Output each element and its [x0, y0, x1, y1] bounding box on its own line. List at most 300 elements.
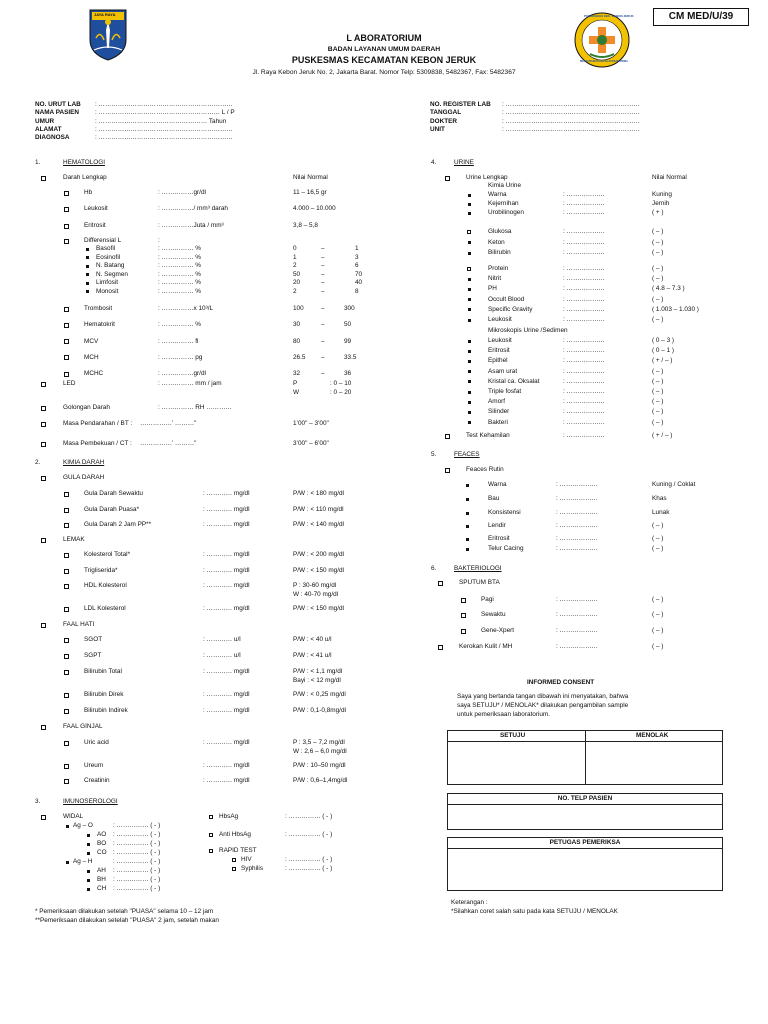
- patient-field-input[interactable]: : ………………………………………………………: [95, 101, 233, 108]
- kimia-item-checkbox[interactable]: [64, 693, 69, 698]
- bullet-icon: [468, 288, 471, 291]
- diff-normal-high: 1: [355, 245, 359, 252]
- feaces-item-value[interactable]: : ………………: [556, 509, 598, 516]
- diff-normal-dash: –: [321, 245, 325, 252]
- led-value[interactable]: : …………… mm / jam: [158, 380, 222, 387]
- kimia-item-checkbox[interactable]: [64, 709, 69, 714]
- section-number: 5.: [431, 451, 437, 458]
- kimia-item-label: Gula Darah Puasa*: [84, 506, 140, 513]
- petugas-sign-area[interactable]: [450, 850, 720, 889]
- kimia-item-value[interactable]: : ………… mg/dl: [203, 739, 250, 746]
- kimia-item-value[interactable]: : ………… mg/dl: [203, 777, 250, 784]
- kimia-item-value[interactable]: : ………… mg/dl: [203, 567, 250, 574]
- normal-header: Nilai Normal: [293, 174, 328, 181]
- urine-item-label: Silinder: [488, 408, 510, 416]
- feaces-item-value[interactable]: : ………………: [556, 495, 598, 502]
- patient-field-input[interactable]: : ………………………………………………………: [502, 109, 640, 117]
- urine-item-value[interactable]: : ………………: [563, 238, 605, 246]
- kimia-item-normal: P/W : < 1,1 mg/dl: [293, 668, 343, 675]
- hiv-value[interactable]: : …………… ( - ): [285, 856, 333, 863]
- bullet-icon: [468, 340, 471, 343]
- urine-item-normal: ( – ): [652, 228, 664, 235]
- darah-lengkap-label: Darah Lengkap: [63, 174, 107, 181]
- telp-box: [447, 793, 723, 830]
- diff-normal-low: 20: [293, 279, 301, 286]
- keterangan-text: *Silahkan coret salah satu pada kata SETUJU / MENOLAK: [451, 908, 618, 915]
- urine-item-value[interactable]: : ………………: [563, 357, 605, 365]
- hema-normal-high: 33.5: [344, 353, 357, 361]
- hbsag-value[interactable]: : …………… ( - ): [285, 813, 333, 820]
- kimia-item-value[interactable]: : ………… mg/dl: [203, 551, 250, 558]
- urine-item-value[interactable]: : ………………: [563, 200, 605, 208]
- urine-item-value[interactable]: : ………………: [563, 367, 605, 375]
- urine-item-value[interactable]: : ………………: [563, 377, 605, 385]
- hema-other-checkbox[interactable]: [64, 372, 69, 377]
- urine-item-normal: ( 0 – 3 ): [652, 337, 675, 344]
- kimia-item-value[interactable]: : ………… mg/dl: [203, 668, 250, 675]
- urine-item-normal: ( + / – ): [652, 357, 673, 365]
- kimia-item-value[interactable]: : ………… u/l: [203, 636, 241, 643]
- kimia-item-label: HDL Kolesterol: [84, 582, 127, 589]
- kimia-item-label: Gula Darah Sewaktu: [84, 490, 143, 497]
- consent-line-1: Saya yang bertanda tangan dibawah ini menyatakan, bahwa: [457, 693, 629, 700]
- ag-h-label: Ag – H: [73, 858, 93, 865]
- ag-o-item-label: AO: [97, 831, 107, 838]
- hati-group-checkbox[interactable]: [41, 623, 46, 628]
- golongan-label: Golongan Darah: [63, 404, 110, 411]
- ag-h-item-label: CH: [97, 885, 107, 892]
- kimia-item-label: Ureum: [84, 762, 104, 769]
- syphilis-value[interactable]: : …………… ( - ): [285, 865, 333, 872]
- syphilis-checkbox[interactable]: [232, 867, 236, 871]
- feaces-item-value[interactable]: : ………………: [556, 481, 598, 488]
- section-title-bakteriologi: BAKTERIOLOGI: [454, 565, 502, 572]
- ag-h-item-value[interactable]: : …………… ( - ): [113, 885, 161, 892]
- hema-other-checkbox[interactable]: [64, 323, 69, 328]
- leukosit-label: Leukosit: [84, 205, 108, 212]
- diff-item-value[interactable]: : …………… %: [158, 287, 201, 295]
- kerokan-value[interactable]: : ………………: [556, 643, 598, 650]
- kimia-item-value[interactable]: : ………… mg/dl: [203, 521, 250, 528]
- sputum-bta-label: SPUTUM BTA: [459, 579, 500, 586]
- urine-item-checkbox[interactable]: [467, 230, 471, 234]
- urine-item-normal: ( – ): [652, 418, 664, 426]
- kimia-item-checkbox[interactable]: [64, 508, 69, 513]
- darah-lengkap-checkbox[interactable]: [41, 176, 46, 181]
- urine-item-normal: Jernih: [652, 200, 670, 208]
- urine-item-normal: ( 4.8 – 7.3 ): [652, 285, 685, 293]
- bullet-icon: [468, 360, 471, 363]
- urine-item-label: Eritrosit: [488, 347, 510, 355]
- pendarahan-checkbox[interactable]: [41, 422, 46, 427]
- kimia-item-value[interactable]: : ………… mg/dl: [203, 490, 250, 497]
- patient-field-input[interactable]: : ………………………………………………… L / P: [95, 109, 235, 117]
- hb-value[interactable]: : ……………gr/dl: [158, 189, 206, 196]
- hema-other-label: Hematokrit: [84, 321, 115, 329]
- leukosit-checkbox[interactable]: [64, 207, 69, 212]
- diff-item-label: N. Segmen: [96, 270, 128, 278]
- urine-item-normal: ( – ): [652, 265, 664, 272]
- bullet-icon: [66, 861, 69, 864]
- urine-item-normal: ( – ): [652, 238, 664, 246]
- rapid-test-label: RAPID TEST: [219, 847, 257, 854]
- urine-item-label: Occult Blood: [488, 295, 525, 303]
- sputum-item-value[interactable]: : ………………: [556, 596, 598, 603]
- urine-lengkap-label: Urine Lengkap: [466, 174, 508, 181]
- sputum-item-normal: ( – ): [652, 627, 664, 634]
- urine-item-checkbox[interactable]: [467, 267, 471, 271]
- patient-field-label: DIAGNOSA: [35, 134, 70, 142]
- diff-item-value[interactable]: : …………… %: [158, 253, 201, 261]
- leukosit-value[interactable]: : ……………/ mm³ darah: [158, 205, 228, 212]
- urine-item-value[interactable]: : ………………: [563, 398, 605, 406]
- bullet-icon: [468, 252, 471, 255]
- hema-other-value[interactable]: : ……………x 10³/L: [158, 305, 214, 312]
- kimia-item-normal: P/W : < 140 mg/dl: [293, 521, 344, 528]
- kimia-item-normal: P/W : < 150 mg/dl: [293, 567, 344, 574]
- kimia-item-label: Gula Darah 2 Jam PP**: [84, 521, 152, 528]
- pembekuan-normal: 3’00" – 6’00": [293, 440, 329, 447]
- kimia-item-checkbox[interactable]: [64, 779, 69, 784]
- urine-item-normal: ( – ): [652, 408, 664, 416]
- hiv-checkbox[interactable]: [232, 858, 236, 862]
- hema-normal-low: 100: [293, 305, 304, 312]
- kimia-item-normal-2: Bayi : < 12 mg/dl: [293, 677, 341, 684]
- urine-lengkap-checkbox[interactable]: [445, 176, 450, 181]
- ag-o-value[interactable]: : …………… ( - ): [113, 822, 161, 829]
- sputum-item-label: Pagi: [481, 596, 494, 603]
- bullet-icon: [86, 248, 89, 251]
- bullet-icon: [86, 290, 89, 293]
- patient-field-input[interactable]: : ………………………………………………………: [502, 117, 640, 125]
- kimia-item-checkbox[interactable]: [64, 607, 69, 612]
- kimia-item-checkbox[interactable]: [64, 523, 69, 528]
- kimia-item-value[interactable]: : ………… mg/dl: [203, 605, 250, 612]
- bullet-icon: [87, 879, 90, 882]
- consent-title: INFORMED CONSENT: [527, 679, 595, 686]
- bullet-icon: [466, 525, 469, 528]
- kimia-item-value[interactable]: : ………… u/l: [203, 652, 241, 659]
- kimia-item-checkbox[interactable]: [64, 584, 69, 589]
- hema-other-label: MCHC: [84, 370, 104, 378]
- kimia-item-normal: P/W : < 200 mg/dl: [293, 551, 344, 558]
- urine-item-value[interactable]: : ………………: [563, 209, 605, 217]
- widal-checkbox[interactable]: [41, 815, 46, 820]
- urine-item-value[interactable]: : ………………: [563, 347, 605, 355]
- kimia-item-value[interactable]: : ………… mg/dl: [203, 582, 250, 589]
- urine-item-label: Specific Gravity: [488, 305, 533, 313]
- bullet-icon: [468, 380, 471, 383]
- setuju-sign-area[interactable]: [450, 743, 582, 783]
- kimia-item-checkbox[interactable]: [64, 492, 69, 497]
- telp-field[interactable]: [450, 806, 720, 828]
- kimia-item-value[interactable]: : ………… mg/dl: [203, 506, 250, 513]
- diff-normal-low: 0: [293, 245, 297, 252]
- widal-label: WIDAL: [63, 813, 84, 820]
- consent-divider: [585, 731, 586, 784]
- urine-item-value[interactable]: : ………………: [563, 305, 605, 313]
- kehamilan-normal: ( + / – ): [652, 432, 673, 439]
- syphilis-label: Syphilis: [241, 865, 264, 872]
- sputum-item-value[interactable]: : ………………: [556, 611, 598, 618]
- hema-other-value[interactable]: : ……………gr/dl: [158, 370, 206, 378]
- hema-other-checkbox[interactable]: [64, 355, 69, 360]
- hema-normal-low: 32: [293, 370, 301, 378]
- consent-sign-box: [447, 730, 723, 785]
- sputum-bta-checkbox[interactable]: [438, 581, 443, 586]
- kimia-item-normal: P/W : < 110 mg/dl: [293, 506, 344, 513]
- urine-item-normal: ( – ): [652, 388, 664, 395]
- menolak-label: MENOLAK: [636, 732, 669, 739]
- kimia-item-label: SGPT: [84, 652, 102, 659]
- bullet-icon: [466, 538, 469, 541]
- section-number: 6.: [431, 565, 437, 572]
- diff-normal-dash: –: [321, 270, 325, 278]
- kimia-item-label: Bilirubin Indirek: [84, 707, 128, 714]
- led-label: LED: [63, 380, 76, 387]
- differensial-colon: :: [158, 237, 160, 244]
- bullet-icon: [468, 350, 471, 353]
- bullet-icon: [468, 241, 471, 244]
- ag-o-item-label: CO: [97, 849, 107, 856]
- patient-field-input[interactable]: : ………………………………………………………: [95, 134, 233, 142]
- feaces-item-label: Warna: [488, 481, 507, 488]
- differensial-checkbox[interactable]: [64, 239, 69, 244]
- section-title-imuno: IMUNOSEROLOGI: [63, 798, 118, 805]
- feaces-item-normal: Lunak: [652, 509, 670, 516]
- kimia-item-checkbox[interactable]: [64, 638, 69, 643]
- feaces-item-value[interactable]: : ………………: [556, 535, 598, 542]
- kimia-item-label: Bilirubin Direk: [84, 691, 124, 698]
- lab-title: L ABORATORIUM: [346, 33, 422, 43]
- diff-item-value[interactable]: : …………… %: [158, 279, 201, 286]
- rapid-test-checkbox[interactable]: [209, 849, 213, 853]
- urine-item-label: Leukosit: [488, 316, 512, 323]
- feaces-item-normal: Khas: [652, 495, 667, 502]
- sputum-item-value[interactable]: : ………………: [556, 627, 598, 634]
- sputum-item-checkbox[interactable]: [461, 598, 466, 603]
- lemak-group-checkbox[interactable]: [41, 538, 46, 543]
- ag-h-value[interactable]: : …………… ( - ): [113, 858, 161, 865]
- urine-item-label: Bilirubin: [488, 249, 511, 256]
- urine-item-value[interactable]: : ………………: [563, 418, 605, 426]
- diff-normal-dash: –: [321, 287, 325, 295]
- patient-field-label: NAMA PASIEN: [35, 109, 80, 117]
- urine-item-value[interactable]: : ………………: [563, 337, 605, 344]
- urine-item-label: Glukosa: [488, 228, 512, 235]
- ginjal-group-title: FAAL GINJAL: [63, 723, 103, 730]
- pendarahan-value[interactable]: ……………’ ………": [140, 420, 197, 427]
- golongan-checkbox[interactable]: [41, 406, 46, 411]
- led-checkbox[interactable]: [41, 382, 46, 387]
- urine-item-value[interactable]: : ………………: [563, 316, 605, 323]
- diff-normal-high: 6: [355, 262, 359, 269]
- ag-h-item-label: AH: [97, 867, 106, 874]
- footnote-2: **Pemeriksaan dilakukan setelah "PUASA" 2 jam, setelah makan: [35, 917, 219, 924]
- urine-item-value[interactable]: : ………………: [563, 408, 605, 416]
- hema-normal-low: 30: [293, 321, 301, 329]
- petugas-label: PETUGAS PEMERIKSA: [448, 838, 722, 849]
- diff-normal-low: 50: [293, 270, 301, 278]
- urine-item-normal: ( – ): [652, 275, 664, 283]
- lab-org: PUSKESMAS KECAMATAN KEBON JERUK: [291, 55, 477, 65]
- feaces-item-value[interactable]: : ………………: [556, 545, 598, 552]
- ag-o-item-value[interactable]: : …………… ( - ): [113, 840, 161, 847]
- patient-field-label: ALAMAT: [35, 125, 62, 133]
- bullet-icon: [468, 194, 471, 197]
- urine-item-label: Urobilinogen: [488, 209, 524, 217]
- diff-item-label: N. Batang: [96, 262, 125, 269]
- urine-item-label: Kristal ca. Oksalat: [488, 377, 540, 385]
- kimia-item-normal: P/W : 0,6–1,4mg/dl: [293, 777, 348, 784]
- pembekuan-value[interactable]: ……………’ ………": [140, 440, 197, 447]
- section-title-hematologi: HEMATOLOGI: [63, 159, 106, 166]
- keterangan-label: Keterangan :: [451, 899, 488, 906]
- leukosit-normal: 4.000 – 10.000: [293, 205, 336, 212]
- kimia-item-normal: P : 3,5 – 7,2 mg/dl: [293, 739, 345, 746]
- urine-item-value[interactable]: : ………………: [563, 249, 605, 256]
- hema-normal-dash: –: [321, 305, 325, 312]
- golongan-value[interactable]: : …………… RH …………: [158, 404, 232, 411]
- hiv-label: HIV: [241, 856, 252, 863]
- kimia-item-checkbox[interactable]: [64, 741, 69, 746]
- feaces-item-value[interactable]: : ………………: [556, 522, 598, 529]
- kimia-item-label: SGOT: [84, 636, 103, 643]
- hb-label: Hb: [84, 189, 93, 196]
- hema-other-value[interactable]: : …………… pg: [158, 353, 203, 361]
- patient-field-input[interactable]: : …………………………………………… Tahun: [95, 117, 227, 125]
- urine-item-normal: Kuning: [652, 191, 672, 198]
- kerokan-normal: ( – ): [652, 643, 664, 650]
- consent-line-2: saya SETUJU* / MENOLAK* dilakukan pengambilan sample: [457, 702, 629, 709]
- urine-item-value[interactable]: : ………………: [563, 191, 605, 198]
- diff-item-value[interactable]: : …………… %: [158, 245, 201, 252]
- kimia-item-normal: P/W : < 150 mg/dl: [293, 605, 344, 612]
- pendarahan-label: Masa Pendarahan / BT :: [63, 420, 133, 427]
- kerokan-label: Kerokan Kulit / MH: [459, 643, 513, 650]
- diff-normal-low: 2: [293, 262, 297, 269]
- diff-normal-dash: –: [321, 262, 325, 269]
- urine-item-normal: ( – ): [652, 377, 664, 385]
- urine-item-value[interactable]: : ………………: [563, 265, 605, 272]
- urine-item-label: Triple fosfat: [488, 388, 522, 395]
- urine-item-label: Nitrit: [488, 275, 502, 283]
- kimia-item-normal-2: W : 2,6 – 6,0 mg/dl: [293, 748, 347, 755]
- patient-field-input[interactable]: : ………………………………………………………: [502, 125, 640, 133]
- feaces-rutin-label: Feaces Rutin: [466, 466, 504, 473]
- eritrosit-value[interactable]: : ……………Juta / mm³: [158, 222, 224, 229]
- bullet-icon: [87, 888, 90, 891]
- led-p: P: [293, 380, 298, 387]
- gula-group-checkbox[interactable]: [41, 476, 46, 481]
- urine-item-label: PH: [488, 285, 497, 293]
- menolak-sign-area[interactable]: [588, 743, 720, 783]
- urine-item-value[interactable]: : ………………: [563, 285, 605, 293]
- kimia-item-checkbox[interactable]: [64, 670, 69, 675]
- bullet-icon: [468, 370, 471, 373]
- kimia-item-value[interactable]: : ………… mg/dl: [203, 707, 250, 714]
- anti-hbsag-value[interactable]: : …………… ( - ): [285, 831, 333, 838]
- feaces-rutin-checkbox[interactable]: [445, 468, 450, 473]
- bullet-icon: [468, 308, 471, 311]
- ag-o-item-value[interactable]: : …………… ( - ): [113, 831, 161, 838]
- hema-other-value[interactable]: : …………… fl: [158, 337, 199, 345]
- sputum-item-checkbox[interactable]: [461, 629, 466, 634]
- hema-normal-high: 50: [344, 321, 352, 329]
- kimia-item-checkbox[interactable]: [64, 764, 69, 769]
- kimia-item-normal: P/W : 10–50 mg/dl: [293, 762, 346, 769]
- hema-normal-dash: –: [321, 337, 325, 345]
- urine-item-normal: ( – ): [652, 398, 664, 406]
- diff-item-value[interactable]: : …………… %: [158, 270, 201, 278]
- urine-item-value[interactable]: : ………………: [563, 388, 605, 395]
- feaces-item-label: Telur Cacing: [488, 545, 524, 552]
- test-kehamilan-checkbox[interactable]: [445, 434, 450, 439]
- urine-item-label: Asam urat: [488, 367, 518, 375]
- hema-other-checkbox[interactable]: [64, 339, 69, 344]
- urine-item-value[interactable]: : ………………: [563, 295, 605, 303]
- eritrosit-checkbox[interactable]: [64, 224, 69, 229]
- lemak-group-title: LEMAK: [63, 536, 85, 543]
- hb-checkbox[interactable]: [64, 191, 69, 196]
- hema-other-value[interactable]: : …………… %: [158, 321, 201, 329]
- hbsag-label: HbsAg: [219, 813, 239, 820]
- kerokan-checkbox[interactable]: [438, 645, 443, 650]
- anti-hbsag-checkbox[interactable]: [209, 833, 213, 837]
- urine-item-value[interactable]: : ………………: [563, 228, 605, 235]
- hema-other-checkbox[interactable]: [64, 307, 69, 312]
- hema-other-label: MCH: [84, 353, 99, 361]
- lab-address: Jl. Raya Kebon Jeruk No. 2, Jakarta Barat. Nomor Telp: 5309838, 5482367, Fax: 5482367: [252, 69, 516, 76]
- section-title-feaces: FEACES: [454, 451, 480, 458]
- diff-item-value[interactable]: : …………… %: [158, 262, 201, 269]
- hema-normal-dash: –: [321, 370, 325, 378]
- section-title-kimia: KIMIA DARAH: [63, 459, 105, 466]
- diff-normal-low: 2: [293, 287, 297, 295]
- pembekuan-checkbox[interactable]: [41, 442, 46, 447]
- urine-item-label: Kejernihan: [488, 200, 519, 208]
- kimia-item-value[interactable]: : ………… mg/dl: [203, 762, 250, 769]
- patient-field-input[interactable]: : ………………………………………………………: [502, 101, 640, 108]
- hbsag-checkbox[interactable]: [209, 815, 213, 819]
- kimia-item-value[interactable]: : ………… mg/dl: [203, 691, 250, 698]
- bullet-icon: [468, 203, 471, 206]
- bullet-icon: [466, 484, 469, 487]
- ag-h-item-value[interactable]: : …………… ( - ): [113, 876, 161, 883]
- section-number: 3.: [35, 798, 41, 805]
- bullet-icon: [87, 852, 90, 855]
- pembekuan-label: Masa Pembekuan / CT :: [63, 440, 132, 447]
- patient-field-label: NO. REGISTER LAB: [430, 101, 491, 108]
- hema-normal-high: 300: [344, 305, 355, 312]
- kimia-item-checkbox[interactable]: [64, 654, 69, 659]
- sputum-item-checkbox[interactable]: [461, 613, 466, 618]
- urine-item-value[interactable]: : ………………: [563, 275, 605, 283]
- kimia-item-label: Trigliserida*: [84, 567, 118, 574]
- ginjal-group-checkbox[interactable]: [41, 725, 46, 730]
- led-w: W: [293, 389, 300, 396]
- hati-group-title: FAAL HATI: [63, 621, 95, 628]
- patient-field-input[interactable]: : ………………………………………………………: [95, 125, 233, 133]
- ag-h-item-value[interactable]: : …………… ( - ): [113, 867, 161, 874]
- kimia-item-checkbox[interactable]: [64, 569, 69, 574]
- diff-normal-high: 8: [355, 287, 359, 295]
- ag-o-item-value[interactable]: : …………… ( - ): [113, 849, 161, 856]
- kimia-item-checkbox[interactable]: [64, 553, 69, 558]
- ag-h-item-label: BH: [97, 876, 106, 883]
- consent-header-line: [448, 741, 722, 742]
- kehamilan-value[interactable]: : ………………: [563, 432, 605, 439]
